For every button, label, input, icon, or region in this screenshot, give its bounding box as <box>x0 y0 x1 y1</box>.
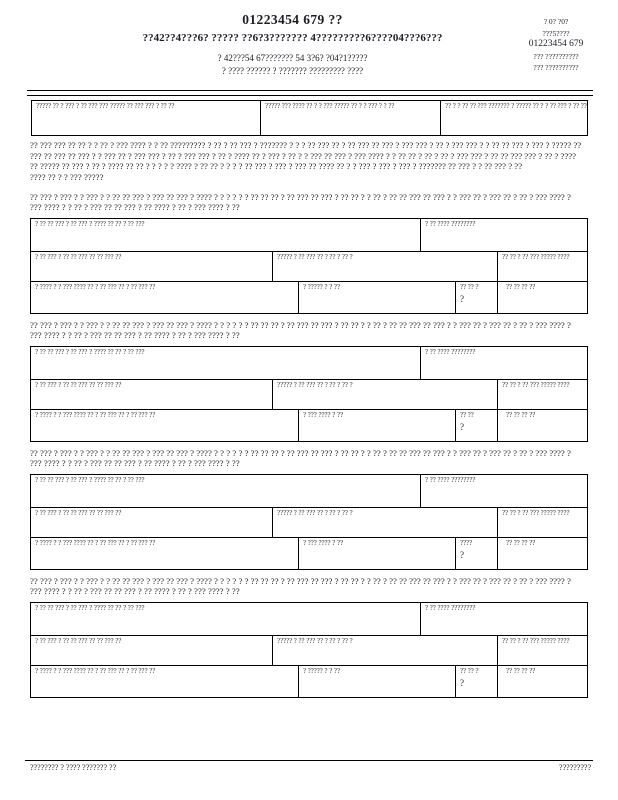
header-right-line-4: ??? ?????????? <box>533 51 579 61</box>
part-reference-field: ? ?? ???? ???????? <box>425 604 476 612</box>
entry-box <box>30 346 588 442</box>
form-instruction-line: ? 42???54 67??????? 54 3?6? ?04?1????? <box>217 53 368 63</box>
amount-field: ?? ?? ? ?? ??? ????? ???? <box>502 253 570 261</box>
header-right-line-5: ??? ?????????? <box>533 63 579 72</box>
date-field: ?? ?? ?? ?? <box>506 667 536 675</box>
section-intro <box>30 576 588 597</box>
name-address-field: ? ?? ?? ??? ? ?? ??? ? ???? ?? ?? ? ?? ??? <box>31 347 421 379</box>
date-field: ?? ?? ?? ?? <box>506 283 536 291</box>
section-intro <box>30 320 588 341</box>
id-box-number: ?? ? ? ?? ?? ??? ??????? ? ????? ?? ? ? ?? ??? ? ?? ?? <box>445 103 587 110</box>
entry-row-1 <box>31 347 587 379</box>
method-field: ? ??? ???? ? ?? <box>299 538 456 569</box>
amount-field: ?? ?? ? ?? ??? ????? ???? <box>502 637 570 645</box>
form-sub-instruction-line: ? ???? ?????? ? ??????? ????????? ???? <box>221 66 364 76</box>
id-box-middle: ????? ??? ???? ?? ? ? ??? ????? ?? ? ? ??? ? ? ?? <box>261 101 441 135</box>
entry-section-4 <box>30 576 588 698</box>
page-footer <box>30 763 591 772</box>
checkbox-cell <box>456 666 498 697</box>
method-field: ? ????? ? ? ?? <box>299 282 456 313</box>
paragraph-line-3: ?? ????? ?? ??? ? ?? ? ???? ?? ?? ? ? ? ? ? ???? ? ?? ?? ? ? ? ? ?? ??? ? ??? ? ??? ?? ???? ?? ? ? ??? ? ??? ? ??? ? ??????? ?? ??? ? ? ?? ??? ? ?? <box>30 161 523 172</box>
section-intro-line-2: ??? ???? ? ? ?? ? ??? ?? ?? ??? ? ?? ???? ? ?? ? ??? ???? ? ?? <box>30 330 240 341</box>
entry-box <box>30 602 588 698</box>
checkbox-label: ?? ?? ? <box>460 283 479 291</box>
identification-boxes-row <box>31 100 588 136</box>
amount-field: ?? ?? ? ?? ??? ????? ???? <box>502 381 570 389</box>
description-field: ? ?? ??? ? ?? ?? ??? ?? ?? ??? ?? <box>31 380 273 409</box>
checkbox-cell <box>456 538 498 569</box>
entry-row-3 <box>31 665 587 697</box>
purpose-field: ? ???? ? ? ??? ???? ?? ? ?? ??? ?? ? ?? ??? ?? <box>31 410 299 441</box>
relationship-field: ????? ? ?? ??? ?? ? ?? ? ?? ? <box>273 508 498 537</box>
main-instruction-paragraph <box>30 140 590 182</box>
description-field: ? ?? ??? ? ?? ?? ??? ?? ?? ??? ?? <box>31 636 273 665</box>
purpose-field: ? ???? ? ? ??? ???? ?? ? ?? ??? ?? ? ?? ??? ?? <box>31 666 299 697</box>
name-address-field: ? ?? ?? ??? ? ?? ??? ? ???? ?? ?? ? ?? ??? <box>31 219 421 251</box>
part-reference-field: ? ?? ???? ???????? <box>425 348 476 356</box>
header-right-line-2: ???5???? <box>542 28 570 38</box>
entry-box <box>30 218 588 314</box>
form-header <box>95 12 490 76</box>
section-intro-line-2: ??? ???? ? ? ?? ? ??? ?? ?? ??? ? ?? ???? ? ?? ? ??? ???? ? ?? <box>30 202 240 213</box>
id-box-name: ????? ?? ? ??? ? ?? ??? ??? ????? ?? ??? ??? ? ?? ?? <box>32 101 261 135</box>
footer-divider-rule <box>25 760 593 761</box>
paragraph-line-1: ?? ??? ??? ?? ?? ? ? ?? ? ??? ???? ? ? ?? ????????? ? ?? ? ?? ??? ? ??????? ? ? ? ?? ??? ?? ? ?? ??? ?? ??? ? ??? ??? ? ?? ? ??? ??? ? ? ?? ?? ??? ? ??? ? ????? ?? <box>30 140 582 150</box>
description-field: ? ?? ??? ? ?? ?? ??? ?? ?? ??? ?? <box>31 508 273 537</box>
method-field: ? ????? ? ? ?? <box>299 666 456 697</box>
header-divider-rule <box>27 90 593 96</box>
form-title: 01223454 679 ?? <box>242 12 343 27</box>
section-intro-line-1: ?? ??? ? ??? ? ? ??? ? ? ?? ?? ??? ? ??? ?? ??? ? ???? ? ? ? ? ? ? ?? ?? ?? ? ?? ??? ?? ??? ? ?? ?? ? ? ?? ? ?? ?? ??? ?? ??? ? ? ??? ?? ? ??? ?? ? ?? ? ??? ???? ? <box>30 576 571 586</box>
section-intro-line-1: ?? ??? ? ??? ? ? ??? ? ? ?? ?? ??? ? ??? ?? ??? ? ???? ? ? ? ? ? ? ?? ?? ?? ? ?? ??? ?? ??? ? ?? ?? ? ? ?? ? ?? ?? ??? ?? ??? ? ? ??? ?? ? ??? ?? ? ?? ? ??? ???? ? <box>30 320 571 330</box>
footer-right-text: ????????? <box>559 763 591 772</box>
entry-row-1 <box>31 475 587 507</box>
name-address-field: ? ?? ?? ??? ? ?? ??? ? ???? ?? ?? ? ?? ??? <box>31 603 421 635</box>
entry-row-3 <box>31 281 587 313</box>
entry-row-2 <box>31 507 587 537</box>
entry-row-3 <box>31 537 587 569</box>
relationship-field: ????? ? ?? ??? ?? ? ?? ? ?? ? <box>273 636 498 665</box>
header-right-form-number: 01223454 679 <box>528 39 584 49</box>
checkbox-cell <box>456 282 498 313</box>
relationship-field: ????? ? ?? ??? ?? ? ?? ? ?? ? <box>273 380 498 409</box>
section-intro-line-2: ??? ???? ? ? ?? ? ??? ?? ?? ??? ? ?? ???? ? ?? ? ??? ???? ? ?? <box>30 586 240 597</box>
relationship-field: ????? ? ?? ??? ?? ? ?? ? ?? ? <box>273 252 498 281</box>
purpose-field: ? ???? ? ? ??? ???? ?? ? ?? ??? ?? ? ?? ??? ?? <box>31 282 299 313</box>
checkbox-label: ?? ?? ? <box>460 667 479 675</box>
amount-field: ?? ?? ? ?? ??? ????? ???? <box>502 509 570 517</box>
date-field: ?? ?? ?? ?? <box>506 411 536 419</box>
checkbox-label: ?? ?? <box>460 411 474 419</box>
entry-section-3 <box>30 448 588 570</box>
section-intro-line-1: ?? ??? ? ??? ? ? ??? ? ? ?? ?? ??? ? ??? ?? ??? ? ???? ? ? ? ? ? ? ?? ?? ?? ? ?? ??? ?? ??? ? ?? ?? ? ? ?? ? ?? ?? ??? ?? ??? ? ? ??? ?? ? ??? ?? ? ?? ? ??? ???? ? <box>30 448 571 458</box>
section-intro <box>30 448 588 469</box>
entry-section-2 <box>30 320 588 442</box>
part-reference-field: ? ?? ???? ???????? <box>425 220 476 228</box>
header-right-line-1: ? 0? ?0? <box>543 17 569 26</box>
section-intro <box>30 192 588 213</box>
entry-row-1 <box>31 219 587 251</box>
date-field: ?? ?? ?? ?? <box>506 539 536 547</box>
checkbox-cell <box>456 410 498 441</box>
form-subtitle: ??42??4???6? ????? ??6?3??????? 4?????????6????04???6??? <box>142 32 443 44</box>
entry-row-3 <box>31 409 587 441</box>
checkbox-mark: ? <box>460 678 464 689</box>
method-field: ? ??? ???? ? ?? <box>299 410 456 441</box>
entry-section-1 <box>30 192 588 314</box>
entry-row-2 <box>31 379 587 409</box>
checkbox-mark: ? <box>460 550 464 561</box>
checkbox-label: ???? <box>460 539 473 547</box>
entry-row-2 <box>31 635 587 665</box>
checkbox-mark: ? <box>460 422 464 433</box>
description-field: ? ?? ??? ? ?? ?? ??? ?? ?? ??? ?? <box>31 252 273 281</box>
section-intro-line-1: ?? ??? ? ??? ? ? ??? ? ? ?? ?? ??? ? ??? ?? ??? ? ???? ? ? ? ? ? ? ?? ?? ?? ? ?? ??? ?? ??? ? ?? ?? ? ? ?? ? ?? ?? ??? ?? ??? ? ? ??? ?? ? ??? ?? ? ?? ? ??? ???? ? <box>30 192 571 202</box>
entry-box <box>30 474 588 570</box>
paragraph-line-4: ???? ?? ? ? ??? ????? <box>30 171 104 182</box>
entry-row-2 <box>31 251 587 281</box>
section-intro-line-2: ??? ???? ? ? ?? ? ??? ?? ?? ??? ? ?? ???? ? ?? ? ??? ???? ? ?? <box>30 458 240 469</box>
name-address-field: ? ?? ?? ??? ? ?? ??? ? ???? ?? ?? ? ?? ??? <box>31 475 421 507</box>
entry-row-1 <box>31 603 587 635</box>
footer-left-text: ???????? ? ???? ??????? ?? <box>30 763 117 772</box>
purpose-field: ? ???? ? ? ??? ???? ?? ? ?? ??? ?? ? ?? ??? ?? <box>31 538 299 569</box>
part-reference-field: ? ?? ???? ???????? <box>425 476 476 484</box>
header-right-block <box>500 16 612 74</box>
paragraph-line-2: ??? ?? ??? ?? ??? ? ? ??? ?? ? ??? ??? ? ?? ? ??? ??? ? ?? ? ???? ?? ? ??? ? ?? ? ? ??? ?? ??? ? ??? ???? ? ? ?? ?? ? ?? ? ?? ? ??? ??? ? ?? ?? ??? ??? ? ?? ? ???? <box>30 150 577 161</box>
checkbox-mark: ? <box>460 294 464 305</box>
